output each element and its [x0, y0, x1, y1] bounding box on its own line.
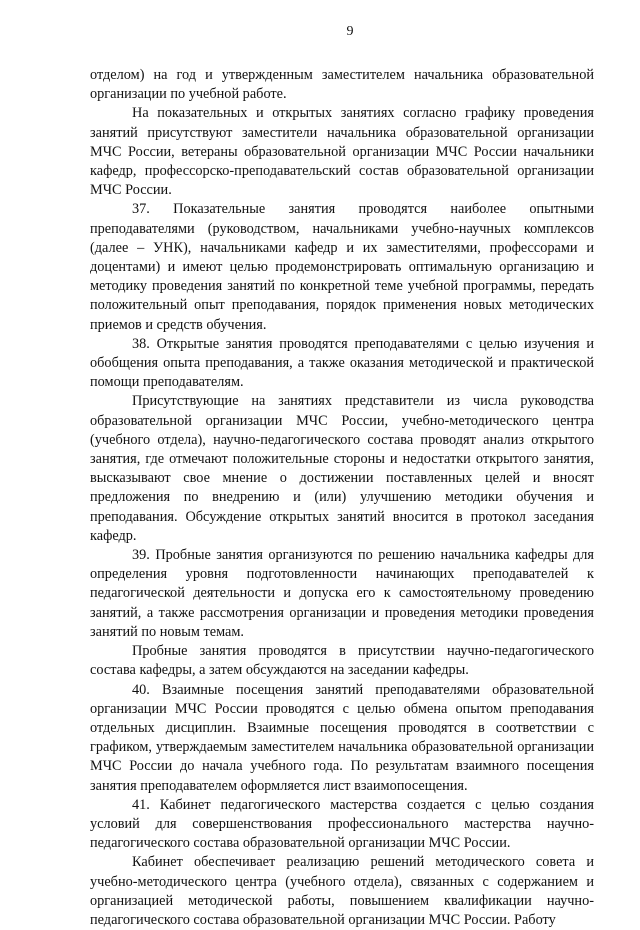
- paragraph: Присутствующие на занятиях представители из числа руководства образовательной организации МЧС России, учебно-методического центра (учебного отдела), научно-педагогического состава проводят анализ открытого занятия, где отмечают положительные стороны и недостатки открытого занятия, высказывают свое мнение о достижении поставленных целей и вносят предложения по внедрению и (или) улучшению методики обучения и преподавания. Обсуждение открытых занятий вносится в протокол заседания кафедр.: [90, 393, 594, 544]
- paragraph-item-41: 41. Кабинет педагогического мастерства создается с целью создания условий для совершенствования профессионального мастерства научно-педагогического состава образовательной организации МЧС России.: [90, 796, 594, 852]
- paragraph-item-37: 37. Показательные занятия проводятся наиболее опытными преподавателями (руководством, начальниками учебно-научных комплексов (далее – УНК), начальниками кафедр и их заместителями, профессорами и доцентами) и имеют целью продемонстрировать оптимальную организацию и методику проведения занятий по конкретной теме учебной программы, передать положительный опыт преподавания, порядок применения новых методических приемов и средств обучения.: [90, 201, 594, 333]
- paragraph-item-38: 38. Открытые занятия проводятся преподавателями с целью изучения и обобщения опыта преподавания, а также оказания методической и практической помощи преподавателям.: [90, 335, 594, 391]
- paragraph-item-40: 40. Взаимные посещения занятий преподавателями образовательной организации МЧС России проводятся с целью обмена опытом преподавания отдельных дисциплин. Взаимные посещения проводятся в соответствии с графиком, утверждаемым заместителем начальника образовательной организации МЧС России до начала учебного года. По результатам взаимного посещения занятия преподавателем оформляется лист взаимопосещения.: [90, 681, 594, 794]
- paragraph: Пробные занятия проводятся в присутствии научно-педагогического состава кафедры, а затем обсуждаются на заседании кафедры.: [90, 643, 594, 679]
- page-number: 9: [346, 24, 354, 39]
- paragraph: На показательных и открытых занятиях согласно графику проведения занятий присутствуют заместители начальника образовательной организации МЧС России, ветераны образовательной организации МЧС России начальники кафедр, профессорско-преподавательский состав образовательной организации МЧС России.: [90, 105, 594, 199]
- paragraph: Кабинет обеспечивает реализацию решений методического совета и учебно-методического центра (учебного отдела), связанных с содержанием и организацией методической работы, повышением квалификации научно-педагогического состава образовательной организации МЧС России. Работу: [90, 854, 594, 928]
- paragraph: отделом) на год и утвержденным заместителем начальника образовательной организации по учебной работе.: [90, 67, 594, 103]
- document-body: [90, 66, 594, 930]
- paragraph-item-39: 39. Пробные занятия организуются по решению начальника кафедры для определения уровня подготовленности начинающих преподавателей к педагогической деятельности и допуска его к самостоятельному проведению занятий, а также рассмотрения организации и проведения методики проведения занятий по новым темам.: [90, 547, 594, 640]
